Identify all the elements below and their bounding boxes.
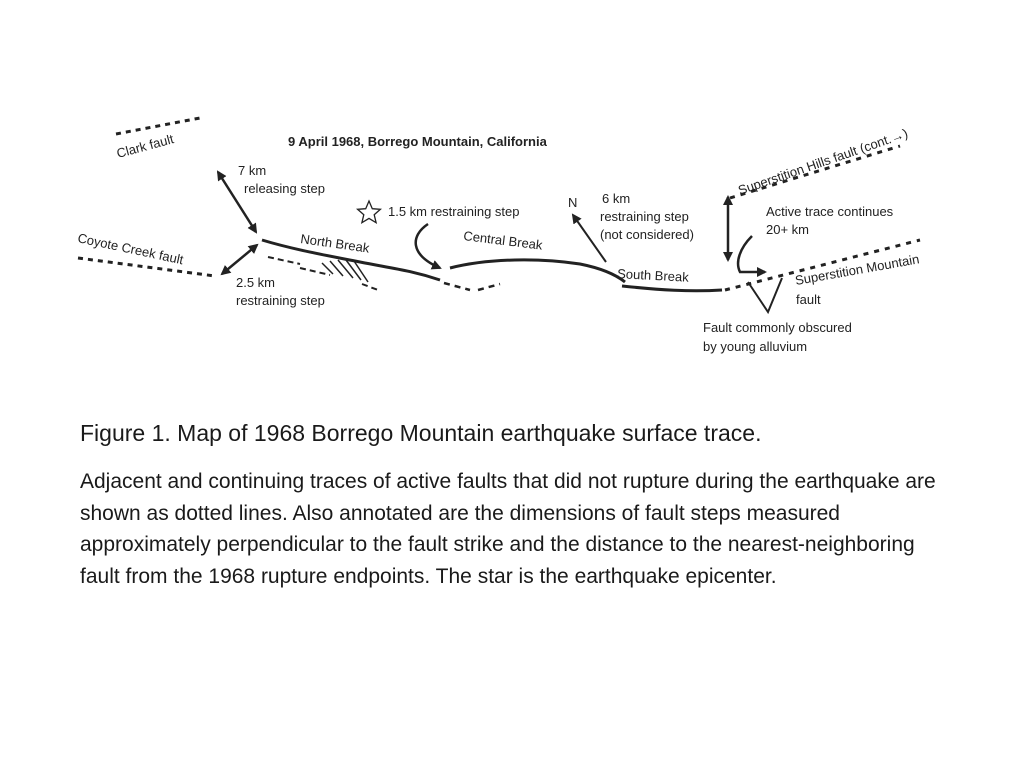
south-break-label: South Break <box>616 266 690 285</box>
step-6-text: restraining step <box>600 209 689 224</box>
north-break-label: North Break <box>299 231 371 256</box>
map-title: 9 April 1968, Borrego Mountain, California <box>288 134 547 149</box>
superstition-mountain-line1: Superstition Mountain <box>793 251 921 288</box>
alluvium-line1: Fault commonly obscured <box>703 320 852 335</box>
alluvium-pointer <box>748 278 782 312</box>
coyote-creek-fault-trace <box>78 258 215 276</box>
restraining-step-2-5-km: 2.5 km <box>236 275 276 290</box>
coyote-creek-fault-label: Coyote Creek fault <box>76 230 185 268</box>
active-trace-line2: 20+ km <box>766 222 809 237</box>
active-trace-line1: Active trace continues <box>766 204 894 219</box>
epicenter-star <box>358 201 381 223</box>
superstition-mountain-line2: fault <box>796 292 821 307</box>
alluvium-line2: by young alluvium <box>703 339 808 354</box>
central-break-label: Central Break <box>462 228 544 253</box>
north-arrow-label: N <box>568 195 578 210</box>
releasing-step-text: releasing step <box>244 181 325 196</box>
epicenter-step-arrow <box>416 224 440 268</box>
epicenter-step-label: 1.5 km restraining step <box>388 204 520 219</box>
south-break-trace <box>622 286 722 291</box>
step-6-km: 6 km <box>602 191 631 206</box>
central-break-gap <box>444 283 500 290</box>
clark-fault-label: Clark fault <box>114 131 176 161</box>
caption-body: Adjacent and continuing traces of active faults that did not rupture during the earthquake are shown as dotted lines. Also annotated are the dimensions of fault steps measured approximately perpendicular to the fault strike and the distance to the nearest-neighboring fault from the 1968 rupture endpoints. The star is the earthquake epicenter. <box>80 470 936 588</box>
central-break-trace <box>450 260 625 282</box>
clark-fault-trace <box>116 118 200 134</box>
step-6-note: (not considered) <box>600 227 694 242</box>
restraining-step-2-5-text: restraining step <box>236 293 325 308</box>
releasing-step-km: 7 km <box>238 163 267 178</box>
restraining-step-2-5-arrow <box>222 245 257 274</box>
caption-title: Figure 1. Map of 1968 Borrego Mountain earthquake surface trace. <box>80 420 762 446</box>
active-trace-arrow <box>738 236 765 272</box>
superstition-hills-label: Superstition Hills fault (cont.→) <box>736 125 910 198</box>
